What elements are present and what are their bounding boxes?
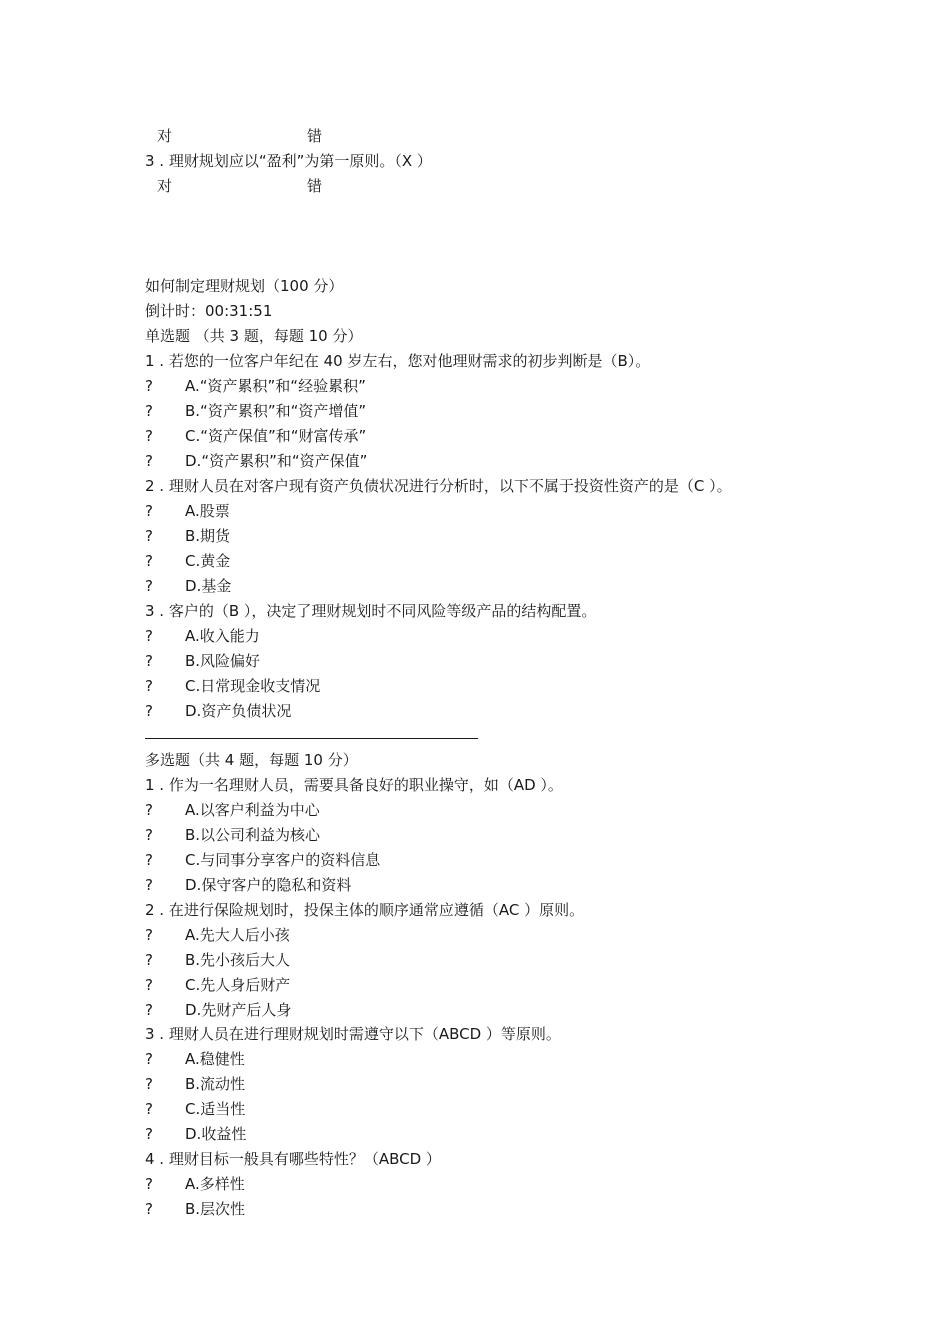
option-item[interactable] [145, 848, 380, 872]
option-item[interactable] [145, 549, 230, 573]
single-choice-header: 单选题 （共 3 题，每题 10 分） [145, 327, 363, 345]
option-label: C.适当性 [185, 1100, 246, 1118]
true-option[interactable]: 对 [157, 177, 173, 195]
false-option[interactable]: 错 [307, 127, 323, 145]
bullet-marker: ? [145, 1200, 153, 1218]
question-text: 3 . 理财规划应以“盈利”为第一原则。（X ） [145, 152, 432, 170]
bullet-marker: ? [145, 427, 153, 445]
option-item[interactable] [145, 424, 366, 448]
bullet-marker: ? [145, 377, 153, 395]
option-item[interactable] [145, 1197, 245, 1221]
bullet-marker: ? [145, 452, 153, 470]
question-text: 2 . 在进行保险规划时，投保主体的顺序通常应遵循（AC ）原则。 [145, 901, 585, 919]
option-label: B.流动性 [185, 1075, 246, 1093]
option-label: D.基金 [185, 577, 232, 595]
option-item[interactable] [145, 1122, 246, 1146]
option-label: A.收入能力 [185, 627, 260, 645]
bullet-marker: ? [145, 577, 153, 595]
option-label: D.收益性 [185, 1125, 247, 1143]
question-text: 4 . 理财目标一般具有哪些特性？（ABCD ） [145, 1150, 441, 1168]
bullet-marker: ? [145, 851, 153, 869]
bullet-marker: ? [145, 951, 153, 969]
question-text: 1 . 作为一名理财人员，需要具备良好的职业操守，如（AD ）。 [145, 776, 563, 794]
bullet-marker: ? [145, 1075, 153, 1093]
option-item[interactable] [145, 574, 231, 598]
bullet-marker: ? [145, 926, 153, 944]
option-label: A.股票 [185, 502, 230, 520]
bullet-marker: ? [145, 1175, 153, 1193]
option-label: C.黄金 [185, 552, 231, 570]
option-label: D.保守客户的隐私和资料 [185, 876, 352, 894]
bullet-marker: ? [145, 1125, 153, 1143]
option-item[interactable] [145, 449, 367, 473]
option-label: B.“资产累积”和“资产增值” [185, 402, 367, 420]
bullet-marker: ? [145, 627, 153, 645]
question-text: 3 . 客户的（B ），决定了理财规划时不同风险等级产品的结构配置。 [145, 602, 597, 620]
option-label: D.资产负债状况 [185, 702, 292, 720]
option-item[interactable] [145, 923, 290, 947]
countdown-timer: 倒计时：00:31:51 [145, 302, 273, 320]
option-item[interactable] [145, 948, 290, 972]
option-label: B.期货 [185, 527, 231, 545]
bullet-marker: ? [145, 1001, 153, 1019]
option-item[interactable] [145, 699, 291, 723]
option-item[interactable] [145, 374, 366, 398]
option-item[interactable] [145, 624, 260, 648]
option-item[interactable] [145, 873, 351, 897]
option-label: D.先财产后人身 [185, 1001, 292, 1019]
option-item[interactable] [145, 798, 320, 822]
option-label: C.日常现金收支情况 [185, 677, 321, 695]
option-item[interactable] [145, 399, 366, 423]
bullet-marker: ? [145, 1050, 153, 1068]
option-item[interactable] [145, 649, 260, 673]
bullet-marker: ? [145, 677, 153, 695]
option-item[interactable] [145, 1072, 245, 1096]
course-title: 如何制定理财规划（100 分） [145, 277, 344, 295]
bullet-marker: ? [145, 1100, 153, 1118]
option-label: A.稳健性 [185, 1050, 245, 1068]
question-text: 1 . 若您的一位客户年纪在 40 岁左右，您对他理财需求的初步判断是（B）。 [145, 352, 651, 370]
option-item[interactable] [145, 674, 320, 698]
option-label: B.先小孩后大人 [185, 951, 291, 969]
option-item[interactable] [145, 998, 291, 1022]
false-option[interactable]: 错 [307, 177, 323, 195]
question-text: 2 . 理财人员在对客户现有资产负债状况进行分析时，以下不属于投资性资产的是（C ）。 [145, 477, 732, 495]
option-label: A.多样性 [185, 1175, 245, 1193]
option-label: B.以公司利益为核心 [185, 826, 321, 844]
option-label: C.与同事分享客户的资料信息 [185, 851, 381, 869]
multi-choice-header: 多选题（共 4 题，每题 10 分） [145, 751, 358, 769]
option-label: B.层次性 [185, 1200, 246, 1218]
option-label: B.风险偏好 [185, 652, 261, 670]
bullet-marker: ? [145, 502, 153, 520]
bullet-marker: ? [145, 702, 153, 720]
option-item[interactable] [145, 823, 320, 847]
option-item[interactable] [145, 1047, 245, 1071]
bullet-marker: ? [145, 976, 153, 994]
section-divider [145, 738, 478, 739]
option-item[interactable] [145, 524, 230, 548]
option-label: A.以客户利益为中心 [185, 801, 320, 819]
question-text: 3 . 理财人员在进行理财规划时需遵守以下（ABCD ）等原则。 [145, 1025, 561, 1043]
option-item[interactable] [145, 973, 290, 997]
bullet-marker: ? [145, 801, 153, 819]
option-label: A.先大人后小孩 [185, 926, 290, 944]
bullet-marker: ? [145, 552, 153, 570]
bullet-marker: ? [145, 876, 153, 894]
option-item[interactable] [145, 499, 230, 523]
option-label: C.“资产保值”和“财富传承” [185, 427, 367, 445]
option-item[interactable] [145, 1172, 245, 1196]
option-item[interactable] [145, 1097, 245, 1121]
option-label: D.“资产累积”和“资产保值” [185, 452, 368, 470]
bullet-marker: ? [145, 527, 153, 545]
bullet-marker: ? [145, 652, 153, 670]
bullet-marker: ? [145, 402, 153, 420]
true-option[interactable]: 对 [157, 127, 173, 145]
option-label: C.先人身后财产 [185, 976, 291, 994]
option-label: A.“资产累积”和“经验累积” [185, 377, 366, 395]
bullet-marker: ? [145, 826, 153, 844]
